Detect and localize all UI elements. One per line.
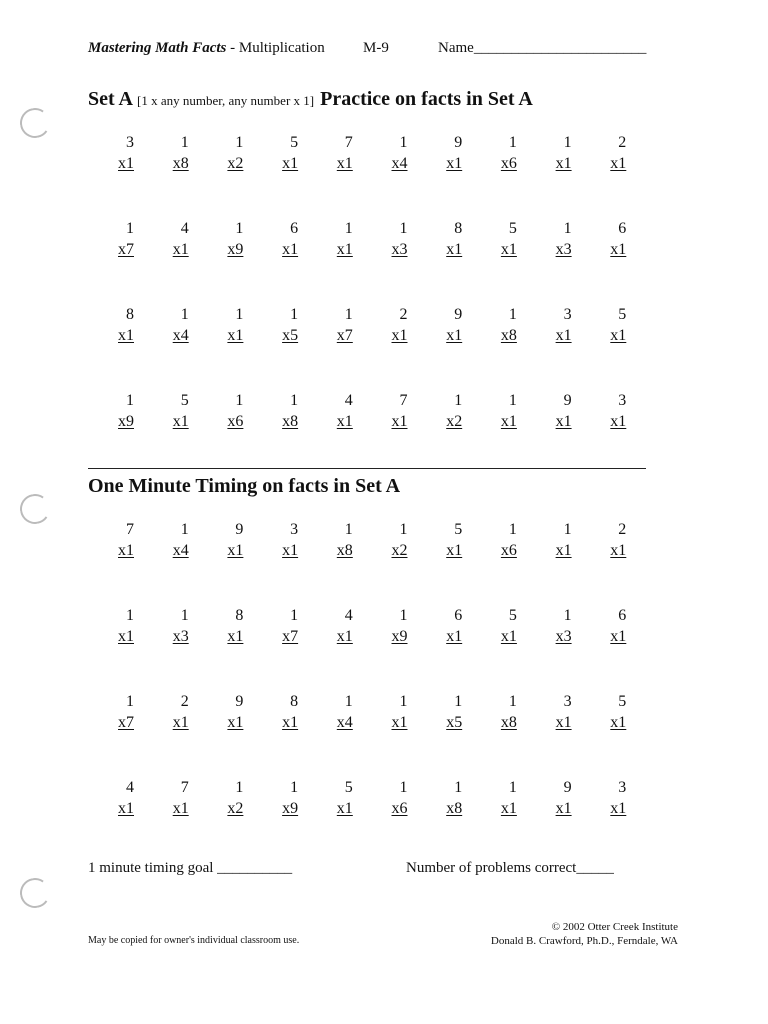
multiplicand: 5 [344,779,353,796]
multiplicand: 1 [126,392,134,409]
multiplier: x1 [500,800,517,817]
problem-row [90,519,640,605]
multiplication-problem [309,304,353,346]
multiplicand: 9 [563,779,572,796]
multiplication-problem [582,777,626,819]
multiplier: x2 [227,800,244,817]
multiplicand: 1 [399,779,408,796]
multiplication-problem [528,691,572,733]
multiplier: x1 [336,413,353,430]
practice-problems [90,132,640,476]
multiplicand: 2 [618,521,627,538]
multiplier: x1 [555,327,572,344]
multiplier: x7 [336,327,353,344]
multiplicand: 3 [563,306,572,323]
multiplier: x1 [172,800,189,817]
multiplier: x7 [282,628,299,645]
multiplier: x1 [610,628,627,645]
multiplication-problem [199,691,243,733]
multiplier: x1 [227,628,244,645]
multiplicand: 1 [180,134,189,151]
multiplicand: 9 [235,521,244,538]
multiplicand: 6 [290,220,299,237]
multiplication-problem [364,218,408,260]
multiplicand: 3 [618,392,627,409]
set-description: [1 x any number, any number x 1] [137,93,315,108]
multiplier: x1 [118,628,134,645]
multiplicand: 8 [454,220,463,237]
multiplicand: 9 [454,306,463,323]
multiplication-problem [582,390,626,432]
multiplicand: 5 [508,220,517,237]
multiplication-problem [199,777,243,819]
multiplicand: 1 [180,306,189,323]
copyright-line: © 2002 Otter Creek Institute [551,921,678,933]
multiplication-problem [473,691,517,733]
multiplier: x1 [282,714,299,731]
multiplication-problem [254,605,298,647]
multiplier: x9 [282,800,299,817]
multiplier: x1 [610,542,627,559]
multiplicand: 2 [618,134,627,151]
multiplier: x1 [227,542,244,559]
multiplication-problem [309,218,353,260]
multiplicand: 3 [126,134,134,151]
multiplier: x1 [555,155,572,172]
multiplication-problem [309,519,353,561]
multiplication-problem [582,304,626,346]
multiplicand: 1 [235,306,244,323]
multiplication-problem [90,519,134,561]
multiplicand: 4 [344,607,353,624]
multiplicand: 5 [290,134,299,151]
multiplicand: 5 [618,306,627,323]
multiplicand: 1 [235,392,244,409]
multiplication-problem [90,605,134,647]
multiplier: x1 [391,327,408,344]
multiplication-problem [254,304,298,346]
multiplicand: 1 [126,220,134,237]
multiplicand: 1 [399,134,408,151]
multiplier: x1 [610,714,627,731]
multiplication-problem [145,519,189,561]
multiplication-problem [199,390,243,432]
multiplier: x1 [610,800,627,817]
multiplier: x2 [391,542,408,559]
multiplicand: 8 [126,306,134,323]
multiplication-problem [309,605,353,647]
multiplier: x1 [336,628,353,645]
multiplicand: 7 [180,779,189,796]
multiplier: x9 [118,413,134,430]
multiplication-problem [90,132,134,174]
multiplication-problem [364,132,408,174]
problems-correct-field[interactable]: Number of problems correct_____ [406,860,614,876]
multiplicand: 3 [290,521,299,538]
timing-goal-field[interactable]: 1 minute timing goal __________ [88,860,293,876]
multiplicand: 1 [563,134,572,151]
multiplicand: 9 [235,693,244,710]
multiplicand: 1 [235,779,244,796]
multiplication-problem [199,304,243,346]
multiplicand: 1 [344,306,353,323]
multiplier: x1 [172,714,189,731]
problem-row [90,218,640,304]
practice-title: Practice on facts in Set A [320,88,533,110]
section-divider [88,468,646,469]
copy-permission-note: May be copied for owner's individual classroom use. [88,935,300,946]
multiplication-problem [90,390,134,432]
multiplicand: 8 [235,607,244,624]
multiplication-problem [145,691,189,733]
multiplier: x5 [282,327,299,344]
worksheet-header [88,40,647,57]
multiplication-problem [528,390,572,432]
multiplier: x1 [446,628,463,645]
multiplier: x1 [446,241,463,258]
multiplicand: 4 [180,220,189,237]
multiplier: x1 [172,413,189,430]
multiplicand: 1 [290,306,299,323]
multiplicand: 5 [180,392,189,409]
multiplier: x9 [391,628,408,645]
multiplier: x2 [446,413,463,430]
multiplication-problem [254,519,298,561]
multiplication-problem [199,132,243,174]
multiplication-problem [418,605,462,647]
multiplicand: 8 [290,693,299,710]
multiplication-problem [145,218,189,260]
multiplier: x6 [500,542,517,559]
problem-row [90,304,640,390]
multiplication-problem [309,132,353,174]
multiplicand: 1 [126,607,134,624]
multiplier: x7 [118,241,134,258]
multiplicand: 7 [399,392,408,409]
multiplication-problem [528,132,572,174]
multiplication-problem [418,218,462,260]
multiplier: x1 [610,241,627,258]
multiplication-problem [418,519,462,561]
multiplier: x6 [227,413,244,430]
multiplication-problem [473,132,517,174]
problem-row [90,132,640,218]
multiplication-problem [254,390,298,432]
multiplicand: 1 [290,779,299,796]
multiplication-problem [309,777,353,819]
multiplication-problem [90,218,134,260]
multiplication-problem [418,691,462,733]
binder-hole-middle [18,492,53,527]
multiplicand: 1 [399,220,408,237]
multiplier: x8 [336,542,353,559]
timing-heading: One Minute Timing on facts in Set A [88,475,401,497]
multiplicand: 1 [399,521,408,538]
multiplication-problem [582,218,626,260]
multiplication-problem [199,519,243,561]
multiplicand: 5 [508,607,517,624]
multiplicand: 1 [290,392,299,409]
multiplier: x1 [227,714,244,731]
multiplicand: 3 [618,779,627,796]
multiplication-problem [90,777,134,819]
multiplicand: 2 [399,306,408,323]
multiplicand: 5 [618,693,627,710]
problem-row [90,777,640,863]
multiplication-problem [364,777,408,819]
multiplier: x1 [555,800,572,817]
multiplier: x1 [500,241,517,258]
multiplier: x8 [500,714,517,731]
multiplication-problem [418,304,462,346]
multiplication-problem [145,304,189,346]
multiplication-problem [364,304,408,346]
multiplicand: 1 [508,693,517,710]
multiplication-problem [364,519,408,561]
multiplication-problem [473,218,517,260]
problem-row [90,390,640,476]
binder-hole-bottom [18,876,53,911]
multiplication-problem [582,132,626,174]
multiplier: x1 [336,241,353,258]
multiplier: x7 [118,714,134,731]
multiplication-problem [309,390,353,432]
multiplication-problem [473,777,517,819]
multiplicand: 2 [180,693,189,710]
multiplicand: 1 [290,607,299,624]
multiplication-problem [309,691,353,733]
multiplier: x1 [555,413,572,430]
multiplicand: 1 [563,607,572,624]
multiplication-problem [582,691,626,733]
multiplicand: 1 [508,521,517,538]
multiplier: x5 [446,714,463,731]
multiplier: x1 [500,413,517,430]
multiplication-problem [582,605,626,647]
multiplication-problem [528,777,572,819]
multiplication-problem [254,777,298,819]
multiplicand: 1 [563,220,572,237]
multiplier: x1 [118,542,134,559]
multiplier: x4 [336,714,353,731]
multiplier: x4 [172,327,189,344]
multiplication-problem [528,304,572,346]
multiplication-problem [254,132,298,174]
multiplicand: 4 [126,779,134,796]
author-line: Donald B. Crawford, Ph.D., Ferndale, WA [490,935,678,947]
practice-heading [88,88,533,111]
multiplication-problem [145,605,189,647]
worksheet-title: Mastering Math Facts [88,40,227,56]
multiplicand: 1 [454,779,463,796]
multiplicand: 1 [508,134,517,151]
binder-hole-top [18,106,53,141]
multiplier: x1 [446,542,463,559]
multiplication-problem [473,605,517,647]
multiplier: x6 [500,155,517,172]
problem-row [90,691,640,777]
multiplier: x1 [610,327,627,344]
multiplier: x1 [610,413,627,430]
multiplier: x1 [446,155,463,172]
multiplier: x1 [555,714,572,731]
multiplier: x1 [282,241,299,258]
multiplier: x2 [227,155,244,172]
multiplicand: 1 [235,220,244,237]
multiplier: x1 [500,628,517,645]
name-field[interactable]: Name_______________________ [438,40,647,56]
multiplication-problem [528,218,572,260]
multiplicand: 9 [454,134,463,151]
multiplicand: 1 [508,779,517,796]
multiplicand: 1 [508,306,517,323]
multiplication-problem [528,605,572,647]
multiplier: x6 [391,800,408,817]
multiplier: x1 [391,413,408,430]
multiplication-problem [254,691,298,733]
problem-row [90,605,640,691]
multiplier: x3 [555,628,572,645]
multiplicand: 1 [180,521,189,538]
multiplier: x1 [118,155,134,172]
worksheet-subtitle: - Multiplication [226,40,325,56]
multiplication-problem [473,390,517,432]
multiplier: x1 [282,542,299,559]
multiplicand: 7 [126,521,134,538]
multiplier: x9 [227,241,244,258]
multiplier: x1 [118,327,134,344]
multiplier: x1 [172,241,189,258]
multiplicand: 1 [563,521,572,538]
multiplicand: 6 [454,607,463,624]
multiplier: x1 [610,155,627,172]
multiplicand: 1 [344,521,353,538]
multiplier: x8 [282,413,299,430]
multiplicand: 4 [344,392,353,409]
multiplier: x3 [172,628,189,645]
multiplication-problem [199,218,243,260]
multiplication-problem [418,132,462,174]
multiplicand: 1 [180,607,189,624]
multiplicand: 3 [563,693,572,710]
multiplication-problem [145,390,189,432]
multiplicand: 7 [344,134,353,151]
multiplication-problem [582,519,626,561]
multiplier: x1 [336,800,353,817]
multiplier: x3 [391,241,408,258]
multiplicand: 5 [454,521,463,538]
multiplier: x4 [391,155,408,172]
multiplier: x1 [118,800,134,817]
multiplicand: 1 [126,693,134,710]
multiplication-problem [254,218,298,260]
multiplicand: 1 [508,392,517,409]
multiplier: x3 [555,241,572,258]
multiplier: x1 [446,327,463,344]
multiplication-problem [418,777,462,819]
multiplier: x8 [172,155,189,172]
multiplier: x1 [391,714,408,731]
multiplicand: 1 [399,693,408,710]
multiplication-problem [90,691,134,733]
multiplicand: 1 [344,693,353,710]
multiplication-problem [364,390,408,432]
multiplier: x8 [500,327,517,344]
multiplication-problem [364,605,408,647]
multiplicand: 1 [454,392,463,409]
multiplication-problem [473,304,517,346]
multiplication-problem [364,691,408,733]
multiplicand: 1 [235,134,244,151]
multiplication-problem [145,777,189,819]
multiplier: x4 [172,542,189,559]
multiplication-problem [199,605,243,647]
multiplier: x8 [446,800,463,817]
set-label: Set A [88,88,133,110]
multiplication-problem [473,519,517,561]
multiplication-problem [90,304,134,346]
multiplication-problem [145,132,189,174]
multiplicand: 6 [618,220,627,237]
multiplier: x1 [227,327,244,344]
multiplier: x1 [282,155,299,172]
multiplication-problem [528,519,572,561]
copyright-credit [491,920,678,948]
multiplicand: 6 [618,607,627,624]
multiplicand: 1 [399,607,408,624]
multiplicand: 1 [344,220,353,237]
multiplier: x1 [336,155,353,172]
timing-problems [90,519,640,863]
worksheet-code: M-9 [363,40,389,56]
multiplier: x1 [555,542,572,559]
multiplicand: 9 [563,392,572,409]
multiplicand: 1 [454,693,463,710]
multiplication-problem [418,390,462,432]
